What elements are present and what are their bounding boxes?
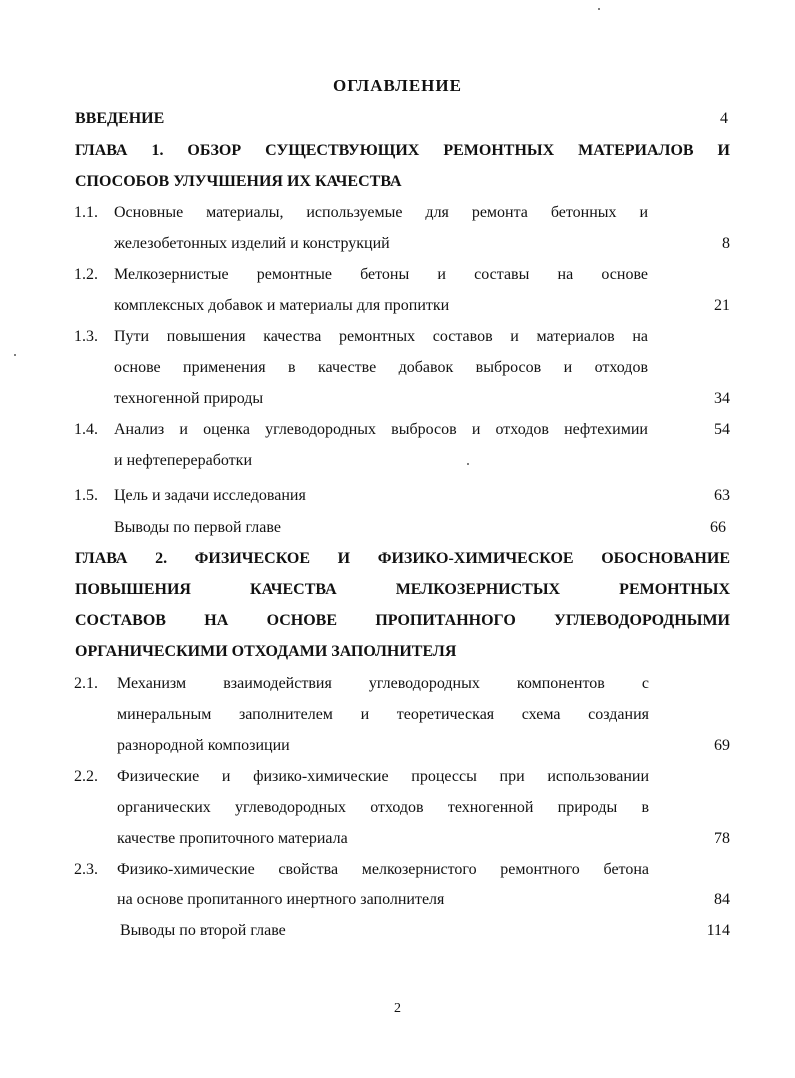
section-title: органических углеводородных отходов техногенной природы в bbox=[117, 799, 649, 816]
section-number: 1.5. bbox=[74, 487, 98, 504]
chapter1-heading: ГЛАВА 1. ОБЗОР СУЩЕСТВУЮЩИХ РЕМОНТНЫХ МАТЕРИАЛОВ И bbox=[75, 142, 730, 159]
conclusions-page: 114 bbox=[706, 922, 730, 939]
section-title: Основные материалы, используемые для ремонта бетонных и bbox=[114, 204, 648, 221]
section-number: 2.2. bbox=[74, 768, 98, 785]
chapter2-heading: ГЛАВА 2. ФИЗИЧЕСКОЕ И ФИЗИКО-ХИМИЧЕСКОЕ ОБОСНОВАНИЕ bbox=[75, 550, 730, 567]
section-number: 2.1. bbox=[74, 675, 98, 692]
scan-speck bbox=[598, 8, 600, 10]
section-page: 63 bbox=[714, 487, 730, 504]
chapter2-heading: СОСТАВОВ НА ОСНОВЕ ПРОПИТАННОГО УГЛЕВОДОРОДНЫМИ bbox=[75, 612, 730, 629]
scan-speck bbox=[467, 463, 469, 465]
chapter2-heading: ПОВЫШЕНИЯ КАЧЕСТВА МЕЛКОЗЕРНИСТЫХ РЕМОНТНЫХ bbox=[75, 581, 730, 598]
chapter1-heading: СПОСОБОВ УЛУЧШЕНИЯ ИХ КАЧЕСТВА bbox=[75, 173, 402, 190]
section-number: 1.1. bbox=[74, 204, 98, 221]
section-title: Цель и задачи исследования bbox=[114, 487, 306, 504]
section-title: Мелкозернистые ремонтные бетоны и составы на основе bbox=[114, 266, 648, 283]
section-title: Механизм взаимодействия углеводородных компонентов с bbox=[117, 675, 649, 692]
section-title: минеральным заполнителем и теоретическая схема создания bbox=[117, 706, 649, 723]
page-number: 2 bbox=[394, 1001, 401, 1016]
section-title: и нефтепереработки bbox=[114, 452, 253, 469]
section-page: 8 bbox=[722, 235, 730, 252]
conclusions-title: Выводы по первой главе bbox=[114, 519, 281, 536]
section-number: 1.3. bbox=[74, 328, 98, 345]
scan-speck bbox=[14, 354, 16, 356]
section-title: техногенной природы bbox=[114, 390, 264, 407]
section-title: комплексных добавок и материалы для пропитки bbox=[114, 297, 450, 314]
section-page: 54 bbox=[714, 421, 730, 438]
section-title: на основе пропитанного инертного заполнителя bbox=[117, 891, 445, 908]
toc-intro-page: 4 bbox=[720, 110, 728, 127]
section-page: 78 bbox=[714, 830, 730, 847]
section-title: Анализ и оценка углеводородных выбросов и отходов нефтехимии bbox=[114, 421, 648, 438]
conclusions-title: Выводы по второй главе bbox=[120, 922, 286, 939]
section-page: 21 bbox=[714, 297, 730, 314]
page-title: ОГЛАВЛЕНИЕ bbox=[333, 76, 462, 95]
chapter2-heading: ОРГАНИЧЕСКИМИ ОТХОДАМИ ЗАПОЛНИТЕЛЯ bbox=[75, 643, 457, 660]
section-title: железобетонных изделий и конструкций bbox=[114, 235, 390, 252]
section-title: Пути повышения качества ремонтных составов и материалов на bbox=[114, 328, 648, 345]
section-page: 69 bbox=[714, 737, 730, 754]
section-title: разнородной композиции bbox=[117, 737, 290, 754]
section-number: 1.4. bbox=[74, 421, 98, 438]
section-page: 84 bbox=[714, 891, 730, 908]
toc-intro-label: ВВЕДЕНИЕ bbox=[75, 110, 165, 127]
section-number: 2.3. bbox=[74, 861, 98, 878]
section-title: Физические и физико-химические процессы при использовании bbox=[117, 768, 649, 785]
section-number: 1.2. bbox=[74, 266, 98, 283]
section-page: 34 bbox=[714, 390, 730, 407]
conclusions-page: 66 bbox=[710, 519, 726, 536]
section-title: качестве пропиточного материала bbox=[117, 830, 348, 847]
section-title: основе применения в качестве добавок выбросов и отходов bbox=[114, 359, 648, 376]
section-title: Физико-химические свойства мелкозернистого ремонтного бетона bbox=[117, 861, 649, 878]
